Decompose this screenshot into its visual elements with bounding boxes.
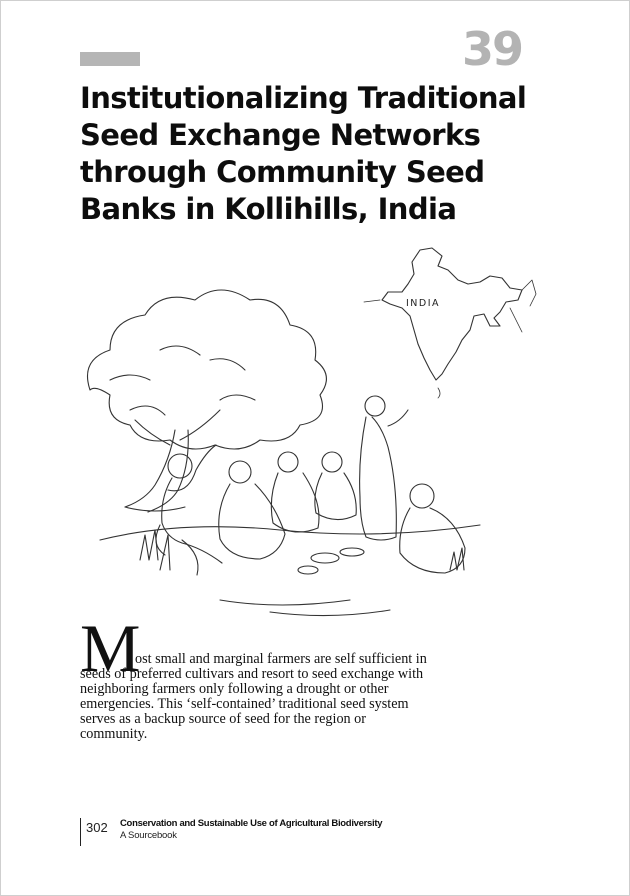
intro-line: neighboring farmers only following a drought or other — [80, 681, 389, 697]
title-line: Banks in Kollihills, India — [80, 192, 457, 226]
footer-divider — [80, 818, 81, 846]
tree-icon — [88, 290, 327, 512]
seated-women-icon — [219, 452, 357, 559]
india-map-icon — [364, 248, 536, 398]
intro-line: seeds of preferred cultivars and resort to seed exchange with — [80, 666, 424, 682]
intro-paragraph — [80, 628, 520, 742]
intro-dropcap: M — [80, 610, 141, 686]
standing-woman-speaker-icon — [360, 396, 408, 540]
title-line: Institutionalizing Traditional — [80, 81, 527, 115]
page-title — [80, 80, 550, 228]
intro-line: serves as a backup source of seed for the region or — [80, 711, 367, 727]
book-subtitle: A Sourcebook — [120, 830, 177, 841]
intro-line: ost small and marginal farmers are self sufficient in — [135, 651, 427, 667]
map-label: INDIA — [406, 298, 441, 309]
title-line: through Community Seed — [80, 155, 485, 189]
header-accent-bar — [80, 52, 140, 66]
intro-line: emergencies. This ‘self-contained’ traditional seed system — [80, 696, 409, 712]
village-meeting-illustration — [70, 240, 540, 630]
chapter-number: 39 — [461, 22, 522, 76]
seed-baskets-icon — [298, 548, 364, 574]
page-number: 302 — [86, 820, 108, 835]
title-line: Seed Exchange Networks — [80, 118, 481, 152]
intro-line: community. — [80, 726, 148, 742]
book-title: Conservation and Sustainable Use of Agricultural Biodiversity — [120, 818, 383, 829]
ground-grass-icon — [100, 525, 480, 616]
